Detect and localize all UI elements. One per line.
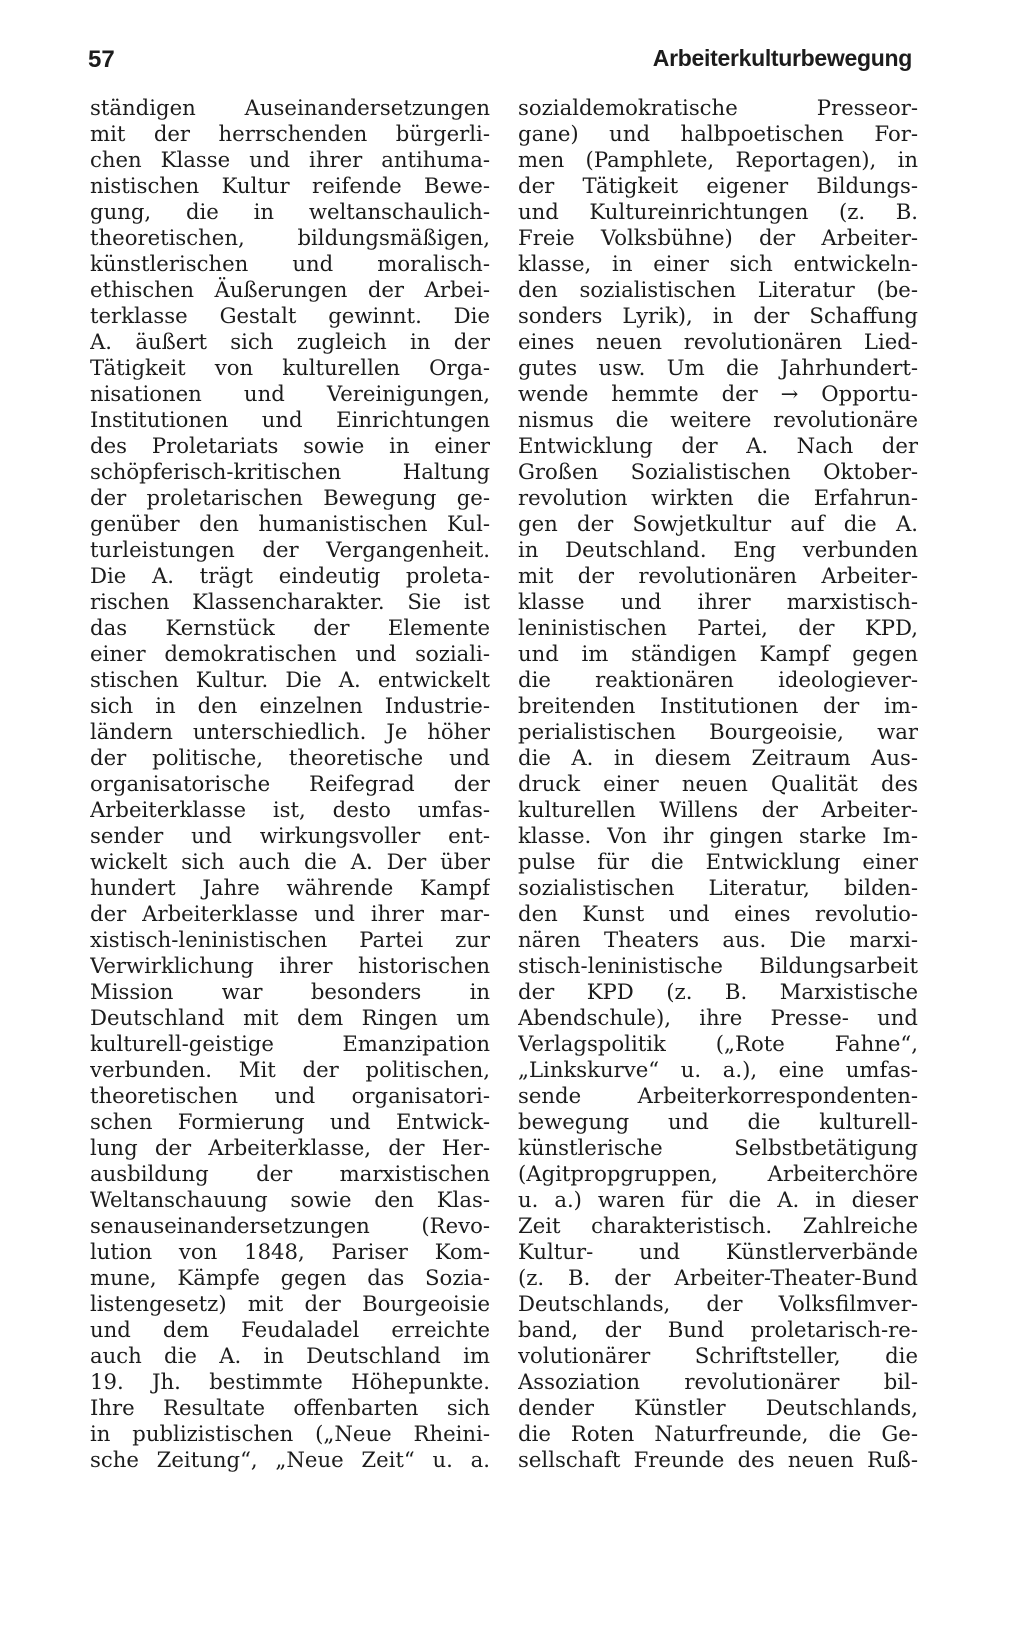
- text-line: gutes usw. Um die Jahrhundert-: [518, 355, 918, 380]
- text-line: nären Theaters aus. Die marxi-: [518, 927, 918, 952]
- text-line: Zeit charakteristisch. Zahlreiche: [518, 1213, 918, 1238]
- text-line: Mission war besonders in: [90, 979, 490, 1004]
- text-line: Entwicklung der A. Nach der: [518, 433, 918, 458]
- text-line: mit der revolutionären Arbeiter-: [518, 563, 918, 588]
- text-line: nisationen und Vereinigungen,: [90, 381, 490, 406]
- text-line: hundert Jahre währende Kampf: [90, 875, 490, 900]
- text-line: Arbeiterklasse ist, desto umfas-: [90, 797, 490, 822]
- text-line: und dem Feudaladel erreichte: [90, 1317, 490, 1342]
- text-line: den sozialistischen Literatur (be-: [518, 277, 918, 302]
- text-line: eines neuen revolutionären Lied-: [518, 329, 918, 354]
- text-line: organisatorische Reifegrad der: [90, 771, 490, 796]
- text-line: chen Klasse und ihrer antihuma-: [90, 147, 490, 172]
- text-line: ausbildung der marxistischen: [90, 1161, 490, 1186]
- text-line: in publizistischen („Neue Rheini-: [90, 1421, 490, 1446]
- text-line: 19. Jh. bestimmte Höhepunkte.: [90, 1369, 490, 1394]
- text-line: (Agitpropgruppen, Arbeiterchöre: [518, 1161, 918, 1186]
- text-line: ländern unterschiedlich. Je höher: [90, 719, 490, 744]
- text-line: leninistischen Partei, der KPD,: [518, 615, 918, 640]
- text-line: einer demokratischen und soziali-: [90, 641, 490, 666]
- text-line: theoretischen, bildungsmäßigen,: [90, 225, 490, 250]
- text-line: ethischen Äußerungen der Arbei-: [90, 277, 490, 302]
- text-line: die Roten Naturfreunde, die Ge-: [518, 1421, 918, 1446]
- text-line: ständigen Auseinandersetzungen: [90, 95, 490, 120]
- text-line: lution von 1848, Pariser Kom-: [90, 1239, 490, 1264]
- text-line: breitenden Institutionen der im-: [518, 693, 918, 718]
- text-line: und Kultureinrichtungen (z. B.: [518, 199, 918, 224]
- text-line: Freie Volksbühne) der Arbeiter-: [518, 225, 918, 250]
- text-line: wende hemmte der → Opportu-: [518, 381, 918, 406]
- text-line: mune, Kämpfe gegen das Sozia-: [90, 1265, 490, 1290]
- text-line: Verlagspolitik („Rote Fahne“,: [518, 1031, 918, 1056]
- text-line: nismus die weitere revolutionäre: [518, 407, 918, 432]
- text-line: die reaktionären ideologiever-: [518, 667, 918, 692]
- text-line: sende Arbeiterkorrespondenten-: [518, 1083, 918, 1108]
- text-line: u. a.) waren für die A. in dieser: [518, 1187, 918, 1212]
- text-line: der Arbeiterklasse und ihrer mar-: [90, 901, 490, 926]
- text-line: wickelt sich auch die A. Der über: [90, 849, 490, 874]
- text-line: „Linkskurve“ u. a.), eine umfas-: [518, 1057, 918, 1082]
- text-line: sellschaft Freunde des neuen Ruß-: [518, 1447, 918, 1472]
- text-line: künstlerischen und moralisch-: [90, 251, 490, 276]
- text-line: lung der Arbeiterklasse, der Her-: [90, 1135, 490, 1160]
- text-line: Tätigkeit von kulturellen Orga-: [90, 355, 490, 380]
- text-line: stisch-leninistische Bildungsarbeit: [518, 953, 918, 978]
- text-line: theoretischen und organisatori-: [90, 1083, 490, 1108]
- text-line: Weltanschauung sowie den Klas-: [90, 1187, 490, 1212]
- text-line: sender und wirkungsvoller ent-: [90, 823, 490, 848]
- text-line: A. äußert sich zugleich in der: [90, 329, 490, 354]
- text-line: kulturell-geistige Emanzipation: [90, 1031, 490, 1056]
- text-line: des Proletariats sowie in einer: [90, 433, 490, 458]
- text-line: gung, die in weltanschaulich-: [90, 199, 490, 224]
- text-line: pulse für die Entwicklung einer: [518, 849, 918, 874]
- text-line: turleistungen der Vergangenheit.: [90, 537, 490, 562]
- text-line: verbunden. Mit der politischen,: [90, 1057, 490, 1082]
- text-line: Ihre Resultate offenbarten sich: [90, 1395, 490, 1420]
- running-head: Arbeiterkulturbewegung: [652, 45, 912, 71]
- text-line: band, der Bund proletarisch-re-: [518, 1317, 918, 1342]
- text-line: Assoziation revolutionärer bil-: [518, 1369, 918, 1394]
- text-line: Institutionen und Einrichtungen: [90, 407, 490, 432]
- text-line: klasse und ihrer marxistisch-: [518, 589, 918, 614]
- text-line: listengesetz) mit der Bourgeoisie: [90, 1291, 490, 1316]
- text-line: die A. in diesem Zeitraum Aus-: [518, 745, 918, 770]
- text-line: sche Zeitung“, „Neue Zeit“ u. a.: [90, 1447, 490, 1472]
- text-line: xistisch-leninistischen Partei zur: [90, 927, 490, 952]
- text-line: in Deutschland. Eng verbunden: [518, 537, 918, 562]
- text-line: bewegung und die kulturell-: [518, 1109, 918, 1134]
- text-line: der politische, theoretische und: [90, 745, 490, 770]
- text-line: mit der herrschenden bürgerli-: [90, 121, 490, 146]
- text-line: Die A. trägt eindeutig proleta-: [90, 563, 490, 588]
- text-line: den Kunst und eines revolutio-: [518, 901, 918, 926]
- text-line: sozialistischen Literatur, bilden-: [518, 875, 918, 900]
- text-line: Verwirklichung ihrer historischen: [90, 953, 490, 978]
- text-line: senauseinandersetzungen (Revo-: [90, 1213, 490, 1238]
- page-number: 57: [88, 46, 115, 73]
- text-line: künstlerische Selbstbetätigung: [518, 1135, 918, 1160]
- text-line: druck einer neuen Qualität des: [518, 771, 918, 796]
- text-line: der Tätigkeit eigener Bildungs-: [518, 173, 918, 198]
- text-column-right: [518, 95, 918, 1473]
- text-line: Deutschlands, der Volksfilmver-: [518, 1291, 918, 1316]
- text-line: genüber den humanistischen Kul-: [90, 511, 490, 536]
- text-line: schöpferisch-kritischen Haltung: [90, 459, 490, 484]
- text-line: schen Formierung und Entwick-: [90, 1109, 490, 1134]
- text-line: Deutschland mit dem Ringen um: [90, 1005, 490, 1030]
- text-line: dender Künstler Deutschlands,: [518, 1395, 918, 1420]
- text-line: sich in den einzelnen Industrie-: [90, 693, 490, 718]
- text-line: gane) und halbpoetischen For-: [518, 121, 918, 146]
- text-line: klasse. Von ihr gingen starke Im-: [518, 823, 918, 848]
- text-line: terklasse Gestalt gewinnt. Die: [90, 303, 490, 328]
- text-line: klasse, in einer sich entwickeln-: [518, 251, 918, 276]
- text-line: stischen Kultur. Die A. entwickelt: [90, 667, 490, 692]
- text-column-left: [90, 95, 490, 1473]
- text-line: der KPD (z. B. Marxistische: [518, 979, 918, 1004]
- text-line: Großen Sozialistischen Oktober-: [518, 459, 918, 484]
- text-line: Kultur- und Künstlerverbände: [518, 1239, 918, 1264]
- text-line: sonders Lyrik), in der Schaffung: [518, 303, 918, 328]
- text-line: Abendschule), ihre Presse- und: [518, 1005, 918, 1030]
- text-line: perialistischen Bourgeoisie, war: [518, 719, 918, 744]
- text-line: kulturellen Willens der Arbeiter-: [518, 797, 918, 822]
- text-line: das Kernstück der Elemente: [90, 615, 490, 640]
- text-line: revolution wirkten die Erfahrun-: [518, 485, 918, 510]
- text-line: und im ständigen Kampf gegen: [518, 641, 918, 666]
- text-line: auch die A. in Deutschland im: [90, 1343, 490, 1368]
- text-line: men (Pamphlete, Reportagen), in: [518, 147, 918, 172]
- text-line: (z. B. der Arbeiter-Theater-Bund: [518, 1265, 918, 1290]
- text-line: gen der Sowjetkultur auf die A.: [518, 511, 918, 536]
- text-line: sozialdemokratische Presseor-: [518, 95, 918, 120]
- text-line: volutionärer Schriftsteller, die: [518, 1343, 918, 1368]
- text-line: rischen Klassencharakter. Sie ist: [90, 589, 490, 614]
- text-line: nistischen Kultur reifende Bewe-: [90, 173, 490, 198]
- text-line: der proletarischen Bewegung ge-: [90, 485, 490, 510]
